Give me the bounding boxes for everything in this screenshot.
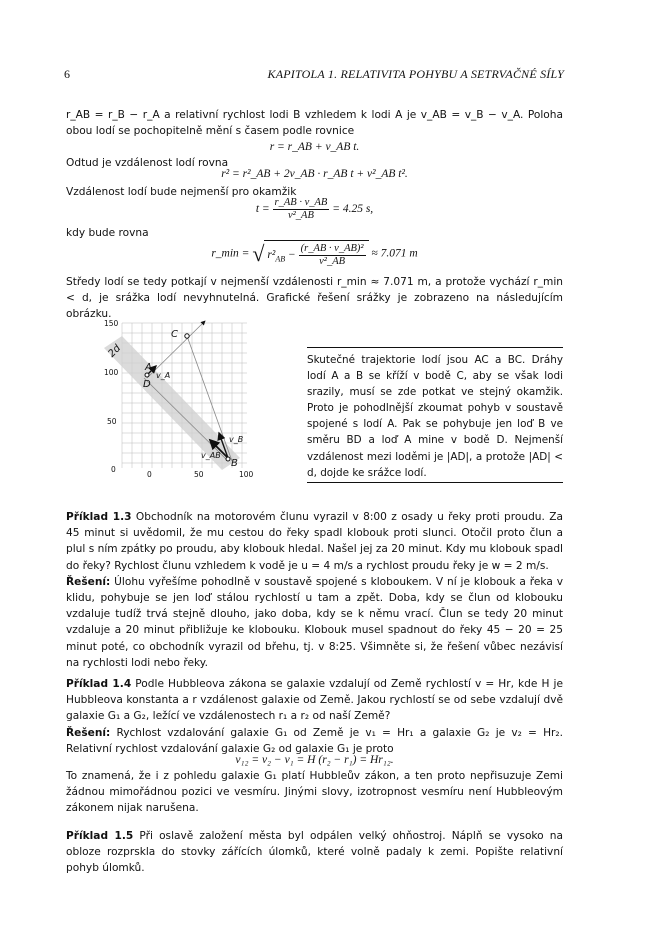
eq4-rhs: ≈ 7.071 m: [371, 247, 418, 260]
eq3-rhs: = 4.25 s,: [332, 203, 374, 216]
label-A: A: [145, 362, 152, 373]
example-1-3-text: Obchodník na motorovém člunu vyrazil v 8:00 z osady u řeky proti proudu. Za 45 minut si uvědomil, že mu cestou do řeky spadl klobouk proti slunci. Otočil proto člun a plul s ním zpátky po proudu, aby klobouk hledal. Našel jej za 20 minut. Kdy mu klobouk spadl do řeky? Rychlost člunu vzhledem k vodě je u = 4 m/s a rychlost proudu řeky je w = 2 m/s.: [66, 511, 564, 572]
example-1-3-solution: Úlohu vyřešíme pohodlně v soustavě spojené s kloboukem. V ní je klobouk a řeka v klidu, pohybuje se jen loď stálou rychlostí u tam a zpět. Doba, kdy se člun od klobouku vzdaluje tudíž trvá stejně dlouho, jako doba, kdy se k němu vrací. Člun se tedy 20 minut vzdaluje a 20 minut přibližuje ke klobouku. Klobouk musel spadnout do řeky 45 − 20 = 25 minut poté, co obchodník vyrazil od břehu, tj. v 8:25. Všimněte si, že řešení vůbec nezávisí na rychlosti lodi nebo řeky.: [66, 575, 563, 669]
example-1-4: [66, 676, 563, 757]
y-tick-150: 150: [104, 319, 119, 328]
point-C: [185, 334, 189, 338]
equation-4: [66, 240, 563, 268]
intro-paragraph-2: Odtud je vzdálenost lodí rovna: [66, 157, 229, 169]
example-1-4-title: Příklad 1.4: [66, 678, 132, 690]
point-B: [226, 457, 230, 461]
page-number: 6: [64, 67, 70, 81]
y-tick-100: 100: [104, 368, 119, 377]
example-1-5: [66, 828, 563, 877]
label-B: B: [231, 458, 238, 469]
eq4-lhs: r_min =: [211, 247, 250, 260]
intro-paragraph-1: r_AB = r_B − r_A a relativní rychlost lodi B vzhledem k lodi A je v_AB = v_B − v_A. Poloha obou lodí se pochopitelně mění s časem podle rovnice: [66, 109, 563, 138]
example-1-4-equation: v₁₂ = v₂ − v₁ = H (r₂ − r₁) = Hr₁₂.: [235, 754, 394, 766]
y-tick-0: 0: [111, 465, 116, 474]
eq4-denominator: v²_AB: [319, 256, 346, 267]
example-1-5-text: Při oslavě založení města byl odpálen velký ohňostroj. Náplň se vysoko na obloze rozprskla do stovky zářících úlomků, které volně padaly k zemi. Popište relativní pohyb úlomků.: [66, 830, 564, 875]
x-tick-0: 0: [147, 470, 152, 478]
example-1-5-title: Příklad 1.5: [66, 830, 134, 842]
label-C: C: [171, 329, 178, 340]
sqrt-body: $r^2_{AB}$ − $\frac{\text{(r\_AB · v\_AB)²}}{\text{v²\_AB}}$: [264, 240, 368, 268]
example-1-3: [66, 509, 563, 671]
example-1-3-title: Příklad 1.3: [66, 511, 132, 523]
caption-bottom-rule: [307, 482, 563, 483]
equation-1: r = r_AB + v_AB t.: [269, 141, 360, 153]
eq3-lhs: t =: [255, 203, 270, 216]
label-vB: v_B: [229, 435, 244, 444]
example-1-4-solution-1: Rychlost vzdalování galaxie G₁ od Země je v₁ = Hr₁ a galaxie G₂ je v₂ = Hr₂. Relativní rychlost vzdalování galaxie G₂ od galaxie G₁ je proto: [66, 726, 564, 755]
label-vAB: v_AB: [201, 451, 221, 460]
point-A: [145, 373, 149, 377]
label-2d: 2d: [106, 343, 124, 360]
y-tick-50: 50: [107, 417, 117, 426]
intro-paragraph-4: kdy bude rovna: [66, 227, 149, 239]
chapter-title: KAPITOLA 1. RELATIVITA POHYBU A SETRVAČNÉ SÍLY: [267, 67, 564, 81]
intro-paragraph-5: Středy lodí se tedy potkají v nejmenší vzdálenosti r_min ≈ 7.071 m, a protože vychází r_min < d, je srážka lodí nevyhnutelná. Grafické řešení srážky je zobrazeno na následujícím obrázku.: [66, 276, 563, 321]
eq3-numerator: r_AB · v_AB: [274, 197, 328, 208]
equation-3: [66, 197, 563, 222]
figure-caption: Skutečné trajektorie lodí jsou AC a BC. Dráhy lodí A a B se kříží v bodě C, aby se však lodi srazily, musí se zde potkat ve stejný okamžik. Proto je pohodlnější zkoumat pohyb v soustavě spojené s lodí A. Pak se pohybuje jen loď B ve směru BD a loď A mine v bodě D. Nejmenší vzdálenost mezi loděmi je |AD|, a protože |AD| < d, dojde ke srážce lodí.: [307, 354, 563, 479]
label-vA: v_A: [156, 371, 171, 380]
collision-figure: [92, 318, 292, 478]
eq4-fraction: [299, 243, 366, 268]
sqrt-sign: √: [252, 240, 265, 266]
example-1-4-text: Podle Hubbleova zákona se galaxie vzdalují od Země rychlostí v = Hr, kde H je Hubbleova konstanta a r vzdálenost galaxie od Země. Jakou rychlostí se od sebe vzdalují dvě galaxie G₁ a G₂, ležící ve vzdálenostech r₁ a r₂ od naší Země?: [66, 678, 564, 723]
caption-top-rule: [307, 347, 563, 348]
eq4-numerator: (r_AB · v_AB)²: [300, 243, 364, 254]
equation-2: r² = r²_AB + 2v_AB · r_AB t + v²_AB t².: [221, 168, 408, 180]
intro-paragraph-3: Vzdálenost lodí bude nejmenší pro okamžik: [66, 186, 297, 198]
example-1-4-solution-2: To znamená, že i z pohledu galaxie G₁ platí Hubbleův zákon, a ten proto nepřisuzuje Zemi žádnou mimořádnou pozici ve vesmíru. Jinými slovy, izotropnost vesmíru není Hubbleovým zákonem nijak narušena.: [66, 770, 563, 815]
example-1-4-solution-label: Řešení:: [66, 726, 111, 739]
example-1-3-solution-label: Řešení:: [66, 575, 111, 588]
page-header: [64, 66, 564, 82]
x-tick-100: 100: [239, 470, 254, 478]
eq3-denominator: v²_AB: [287, 210, 314, 221]
x-tick-50: 50: [194, 470, 204, 478]
label-D: D: [143, 379, 151, 390]
eq3-fraction: [273, 197, 330, 222]
line-BD: [144, 378, 228, 461]
